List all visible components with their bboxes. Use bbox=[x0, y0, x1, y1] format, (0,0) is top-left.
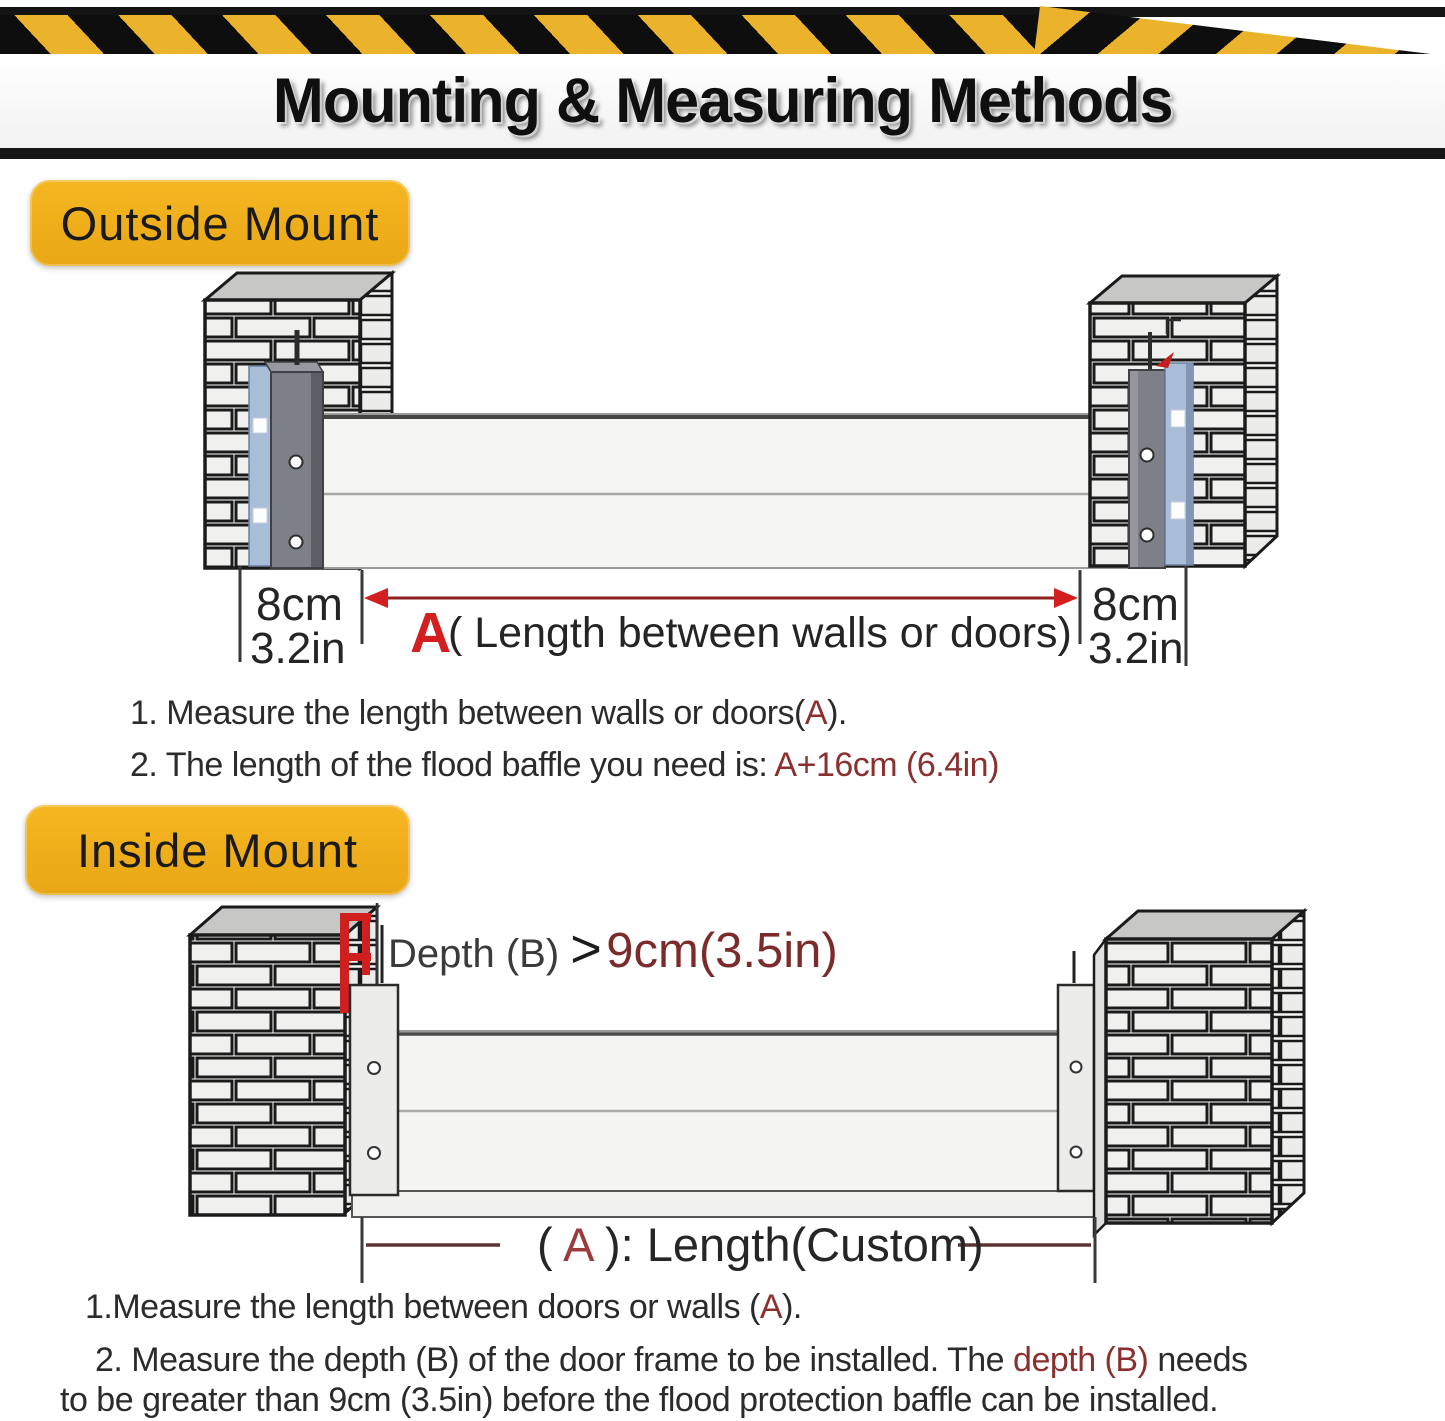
depth-annotation: Depth (B) > 9cm(3.5in) bbox=[388, 919, 838, 979]
inside-step-1: 1.Measure the length between doors or walls (A). bbox=[85, 1288, 802, 1326]
right-32in-label: 3.2in bbox=[1088, 624, 1184, 673]
left-mount-channel-outside bbox=[249, 330, 323, 568]
hazard-tape-left bbox=[0, 15, 1105, 54]
outside-mount-badge bbox=[30, 180, 410, 266]
length-a-label: A bbox=[410, 601, 452, 665]
inside-mount-diagram bbox=[0, 895, 1445, 1295]
flood-barrier-inside bbox=[352, 1031, 1096, 1217]
inside-dimension-annotations bbox=[362, 1217, 1095, 1283]
length-custom-label: ( A ): Length(Custom) bbox=[537, 1218, 984, 1271]
right-8cm-label: 8cm bbox=[1092, 578, 1179, 630]
outside-mount-badge-label: Outside Mount bbox=[60, 196, 380, 250]
outside-dimension-annotations bbox=[240, 566, 1186, 673]
inside-mount-badge bbox=[25, 805, 410, 895]
left-32in-label: 3.2in bbox=[250, 624, 346, 673]
right-pillar-inside bbox=[1094, 911, 1304, 1235]
outside-step-2: 2. The length of the flood baffle you need is: A+16cm (6.4in) bbox=[130, 746, 999, 784]
inside-step-2-line-2: to be greater than 9cm (3.5in) before the flood protection baffle can be installed. bbox=[60, 1381, 1219, 1419]
arrow-right-icon bbox=[1054, 588, 1078, 608]
inside-mount-badge-label: Inside Mount bbox=[76, 823, 359, 877]
outside-mount-diagram bbox=[0, 270, 1445, 673]
length-a-description: ( Length between walls or doors) bbox=[448, 609, 1072, 657]
flood-barrier-outside bbox=[300, 414, 1142, 568]
title-banner bbox=[0, 54, 1445, 148]
outside-step-1: 1. Measure the length between walls or doors(A). bbox=[130, 694, 847, 732]
inside-step-2-line-1: 2. Measure the depth (B) of the door frame to be installed. The depth (B) needs bbox=[95, 1341, 1248, 1379]
right-mount-channel-inside bbox=[1058, 951, 1094, 1191]
arrow-left-icon bbox=[364, 588, 388, 608]
barrier-bottom-rail bbox=[352, 1191, 1096, 1217]
left-8cm-label: 8cm bbox=[256, 578, 343, 630]
page-title: Mounting & Measuring Methods bbox=[272, 66, 1173, 136]
header-bottom-bar bbox=[0, 148, 1445, 159]
